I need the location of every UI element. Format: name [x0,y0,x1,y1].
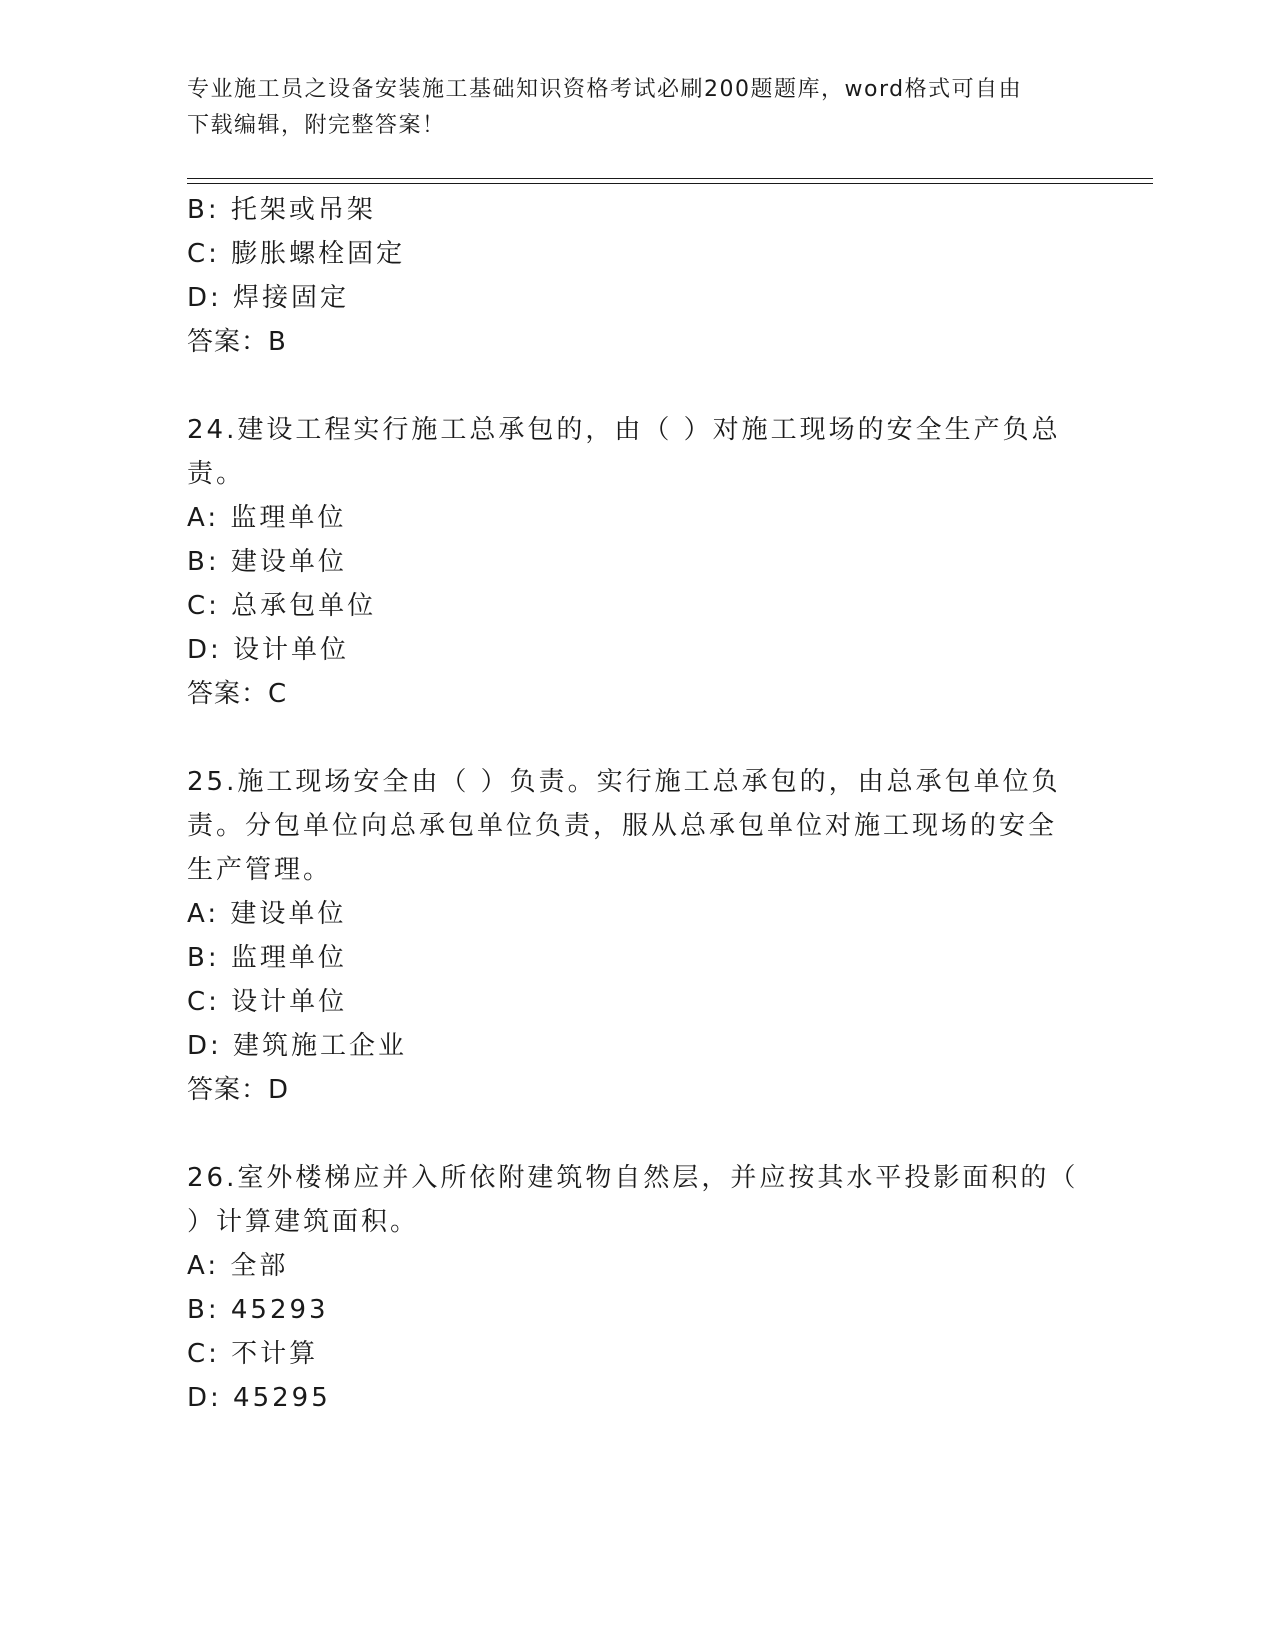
answer-label: 答案：C [187,679,288,709]
document-header [187,72,1067,144]
question-stem-line: 生产管理。 [187,855,333,885]
option-c: C: 设计单位 [187,987,348,1017]
option-b: B: 托架或吊架 [187,195,376,225]
question-stem-line: ）计算建筑面积。 [187,1207,420,1237]
header-divider-bottom [187,183,1153,184]
option-c: C: 膨胀螺栓固定 [187,239,406,269]
header-title-line-1: 专业施工员之设备安装施工基础知识资格考试必刷200题题库，word格式可自由 [187,77,1023,102]
option-d: D: 焊接固定 [187,283,350,313]
answer-label: 答案：D [187,1075,290,1105]
option-d: D: 建筑施工企业 [187,1031,408,1061]
option-c: C: 不计算 [187,1339,319,1369]
answer-label: 答案：B [187,327,287,357]
question-stem-line: 责。 [187,459,246,489]
option-d: D: 设计单位 [187,635,350,665]
option-b: B: 建设单位 [187,547,347,577]
question-stem-line: 责。分包单位向总承包单位负责，服从总承包单位对施工现场的安全 [187,811,1058,841]
header-title-line-2: 下载编辑，附完整答案！ [187,113,446,138]
option-b: B: 监理单位 [187,943,347,973]
option-a: A: 全部 [187,1251,289,1281]
question-stem-line: 24.建设工程实行施工总承包的，由（ ）对施工现场的安全生产负总 [187,415,1061,445]
option-c: C: 总承包单位 [187,591,377,621]
question-stem-line: 26.室外楼梯应并入所依附建筑物自然层，并应按其水平投影面积的（ [187,1163,1079,1193]
question-stem-line: 25.施工现场安全由（ ）负责。实行施工总承包的，由总承包单位负 [187,767,1061,797]
option-a: A: 监理单位 [187,503,347,533]
option-b: B: 45293 [187,1295,329,1325]
option-d: D: 45295 [187,1383,331,1413]
header-divider-top [187,178,1153,179]
option-a: A: 建设单位 [187,899,347,929]
